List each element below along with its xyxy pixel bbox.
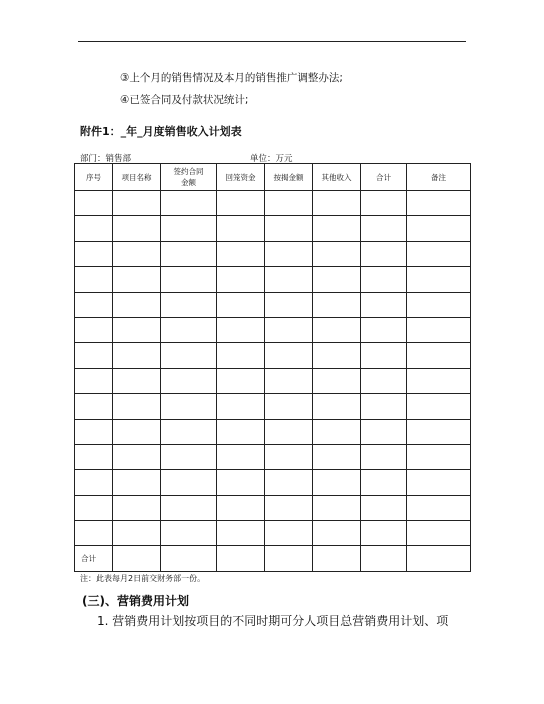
table-cell	[217, 470, 265, 495]
table-cell	[113, 292, 161, 317]
table-cell	[313, 267, 361, 292]
table-cell	[313, 368, 361, 393]
table-cell	[361, 368, 407, 393]
table-cell	[265, 343, 313, 368]
table-cell	[313, 216, 361, 241]
total-label: 合计	[75, 546, 113, 571]
table-cell	[161, 470, 217, 495]
attachment-title: 附件1：_年_月度销售收入计划表	[80, 125, 242, 138]
table-cell	[313, 419, 361, 444]
table-cell	[407, 546, 471, 571]
list-item-3: ③上个月的销售情况及本月的销售推广调整办法;	[120, 72, 343, 84]
table-cell	[75, 521, 113, 546]
table-cell	[161, 191, 217, 216]
table-body	[75, 191, 471, 572]
column-header: 序号	[75, 164, 113, 191]
table-cell	[161, 368, 217, 393]
table-header-row	[75, 164, 471, 191]
table-cell	[113, 317, 161, 342]
table-cell	[217, 267, 265, 292]
table-cell	[361, 241, 407, 266]
table-cell	[75, 343, 113, 368]
table-cell	[361, 419, 407, 444]
table-cell	[75, 267, 113, 292]
table-cell	[161, 521, 217, 546]
table-cell	[113, 394, 161, 419]
table-cell	[407, 394, 471, 419]
table-cell	[217, 368, 265, 393]
table-cell	[313, 191, 361, 216]
table-cell	[407, 495, 471, 520]
unit-label: 单位：万元	[250, 154, 293, 164]
table-row	[75, 470, 471, 495]
table-cell	[113, 216, 161, 241]
table-cell	[407, 216, 471, 241]
table-cell	[113, 267, 161, 292]
table-cell	[113, 444, 161, 469]
table-row	[75, 495, 471, 520]
table-row	[75, 191, 471, 216]
table-cell	[265, 521, 313, 546]
table-cell	[407, 521, 471, 546]
table-cell	[217, 546, 265, 571]
table-cell	[161, 267, 217, 292]
table-cell	[75, 495, 113, 520]
table-cell	[217, 394, 265, 419]
table-cell	[407, 419, 471, 444]
table-cell	[113, 343, 161, 368]
table-cell	[361, 470, 407, 495]
table-row	[75, 292, 471, 317]
table-cell	[407, 267, 471, 292]
table-cell	[265, 394, 313, 419]
total-row	[75, 546, 471, 571]
table-cell	[161, 216, 217, 241]
table-cell	[113, 470, 161, 495]
table-cell	[75, 241, 113, 266]
table-cell	[361, 292, 407, 317]
table-cell	[161, 495, 217, 520]
table-row	[75, 394, 471, 419]
table-cell	[217, 292, 265, 317]
table-cell	[361, 495, 407, 520]
table-cell	[407, 368, 471, 393]
table-cell	[75, 191, 113, 216]
table-cell	[313, 444, 361, 469]
table-cell	[113, 546, 161, 571]
body-paragraph: 1. 营销费用计划按项目的不同时期可分人项目总营销费用计划、项	[97, 614, 449, 628]
table-cell	[113, 521, 161, 546]
table-cell	[161, 546, 217, 571]
table-cell	[265, 267, 313, 292]
table-cell	[113, 495, 161, 520]
table-cell	[113, 419, 161, 444]
table-cell	[217, 216, 265, 241]
column-header: 其他收入	[313, 164, 361, 191]
table-cell	[217, 521, 265, 546]
table-cell	[361, 343, 407, 368]
table-cell	[75, 368, 113, 393]
section-heading: (三)、营销费用计划	[82, 594, 189, 608]
table-cell	[313, 495, 361, 520]
table-cell	[265, 444, 313, 469]
table-row	[75, 419, 471, 444]
table-cell	[313, 241, 361, 266]
table-cell	[313, 546, 361, 571]
table-cell	[161, 241, 217, 266]
column-header: 备注	[407, 164, 471, 191]
table-row	[75, 368, 471, 393]
table-cell	[361, 521, 407, 546]
header-rule	[78, 41, 466, 42]
table-cell	[361, 191, 407, 216]
table-cell	[265, 216, 313, 241]
table-cell	[75, 419, 113, 444]
table-row	[75, 317, 471, 342]
table-row	[75, 521, 471, 546]
table-cell	[161, 292, 217, 317]
table-cell	[313, 521, 361, 546]
sales-plan-table	[74, 163, 471, 572]
table-cell	[217, 317, 265, 342]
table-row	[75, 267, 471, 292]
table-cell	[217, 444, 265, 469]
table-cell	[265, 495, 313, 520]
list-item-4: ④已签合同及付款状况统计;	[120, 94, 249, 106]
table-cell	[265, 292, 313, 317]
table-row	[75, 444, 471, 469]
table-cell	[217, 495, 265, 520]
table-cell	[161, 394, 217, 419]
table-cell	[161, 419, 217, 444]
table-cell	[75, 394, 113, 419]
table-cell	[265, 241, 313, 266]
table-cell	[217, 419, 265, 444]
table-cell	[113, 191, 161, 216]
table-row	[75, 241, 471, 266]
table-cell	[407, 292, 471, 317]
table-cell	[407, 470, 471, 495]
table-cell	[313, 343, 361, 368]
table-cell	[75, 444, 113, 469]
table-cell	[361, 546, 407, 571]
table-cell	[161, 317, 217, 342]
table-cell	[313, 317, 361, 342]
table-cell	[361, 267, 407, 292]
table-cell	[407, 317, 471, 342]
table-cell	[313, 470, 361, 495]
table-cell	[361, 444, 407, 469]
table-cell	[75, 470, 113, 495]
table-cell	[161, 444, 217, 469]
table-row	[75, 216, 471, 241]
table-cell	[407, 444, 471, 469]
column-header: 项目名称	[113, 164, 161, 191]
table-cell	[113, 368, 161, 393]
table-cell	[265, 368, 313, 393]
table-cell	[361, 317, 407, 342]
table-cell	[407, 343, 471, 368]
column-header: 签约合同 金额	[161, 164, 217, 191]
table-cell	[313, 292, 361, 317]
table-row	[75, 343, 471, 368]
table-cell	[217, 241, 265, 266]
table-cell	[265, 419, 313, 444]
table-cell	[265, 546, 313, 571]
table-cell	[313, 394, 361, 419]
table-cell	[361, 394, 407, 419]
table-cell	[407, 241, 471, 266]
column-header: 按揭金额	[265, 164, 313, 191]
table-cell	[75, 292, 113, 317]
table-cell	[75, 216, 113, 241]
table-cell	[265, 191, 313, 216]
table-cell	[161, 343, 217, 368]
table-cell	[217, 343, 265, 368]
table-cell	[407, 191, 471, 216]
table-note: 注：此表每月2日前交财务部一份。	[80, 574, 206, 583]
column-header: 回笼资金	[217, 164, 265, 191]
table-cell	[217, 191, 265, 216]
department-label: 部门：销售部	[80, 154, 132, 164]
table-cell	[361, 216, 407, 241]
table-cell	[113, 241, 161, 266]
table-cell	[265, 470, 313, 495]
table-cell	[75, 317, 113, 342]
table-cell	[265, 317, 313, 342]
column-header: 合计	[361, 164, 407, 191]
